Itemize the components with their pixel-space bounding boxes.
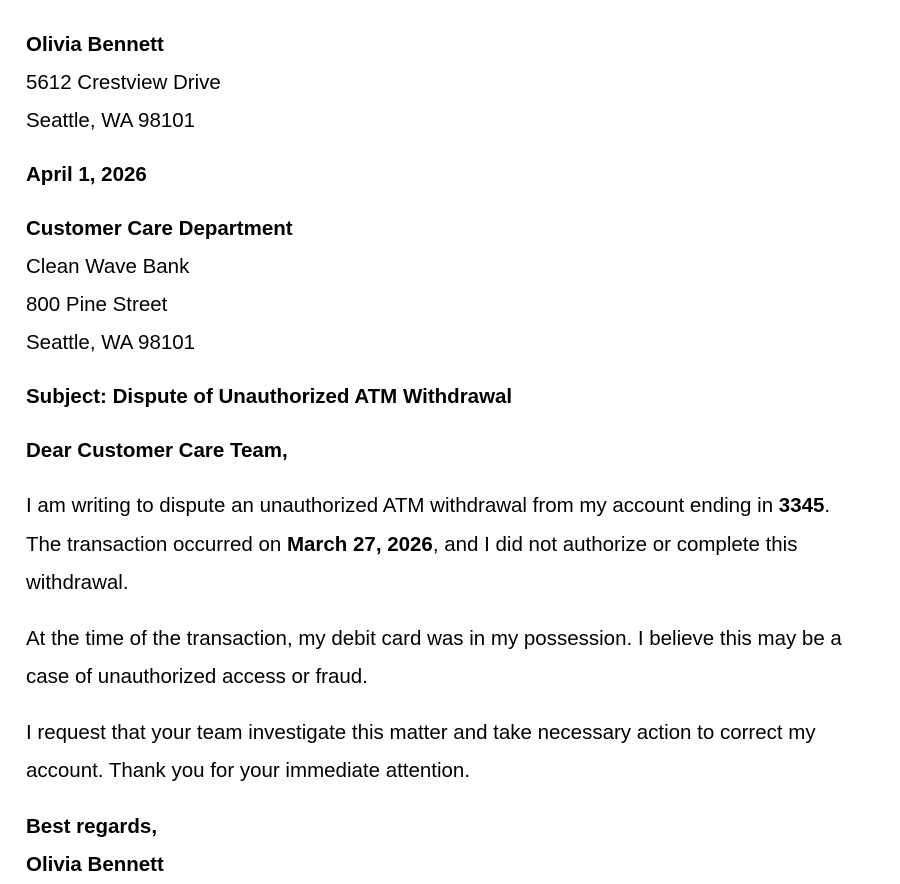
recipient-organization: Clean Wave Bank xyxy=(26,255,190,278)
sender-name: Olivia Bennett xyxy=(26,33,164,56)
sender-street: 5612 Crestview Drive xyxy=(26,71,221,94)
sender-address-block xyxy=(26,26,852,140)
closing-block xyxy=(26,808,852,884)
salutation: Dear Customer Care Team, xyxy=(26,439,288,462)
recipient-address-block xyxy=(26,210,852,362)
body-paragraph-1 xyxy=(26,487,852,603)
paragraph1-text-part3: , and I did not authorize or complete this withdrawal. xyxy=(26,532,798,594)
paragraph1-text-part2: . The transaction occurred on xyxy=(26,494,831,556)
recipient-city-state-zip: Seattle, WA 98101 xyxy=(26,331,196,354)
body-paragraph-2: At the time of the transaction, my debit card was in my possession. I believe this may be a case of unauthorized access or fraud. xyxy=(26,626,842,688)
subject-line: Subject: Dispute of Unauthorized ATM Withdrawal xyxy=(26,385,513,408)
paragraph1-text-part1: I am writing to dispute an unauthorized ATM withdrawal from my account ending in xyxy=(26,494,779,517)
letter-date: April 1, 2026 xyxy=(26,163,147,186)
valediction: Best regards, xyxy=(26,814,158,838)
signature-name: Olivia Bennett xyxy=(26,852,164,876)
body-paragraph-3: I request that your team investigate this matter and take necessary action to correct my account. Thank you for your immediate attention. xyxy=(26,720,816,782)
transaction-date: March 27, 2026 xyxy=(286,532,433,556)
account-last-four: 3345 xyxy=(778,494,825,517)
sender-city-state-zip: Seattle, WA 98101 xyxy=(26,109,196,132)
recipient-department: Customer Care Department xyxy=(26,217,293,240)
recipient-street: 800 Pine Street xyxy=(26,293,168,316)
